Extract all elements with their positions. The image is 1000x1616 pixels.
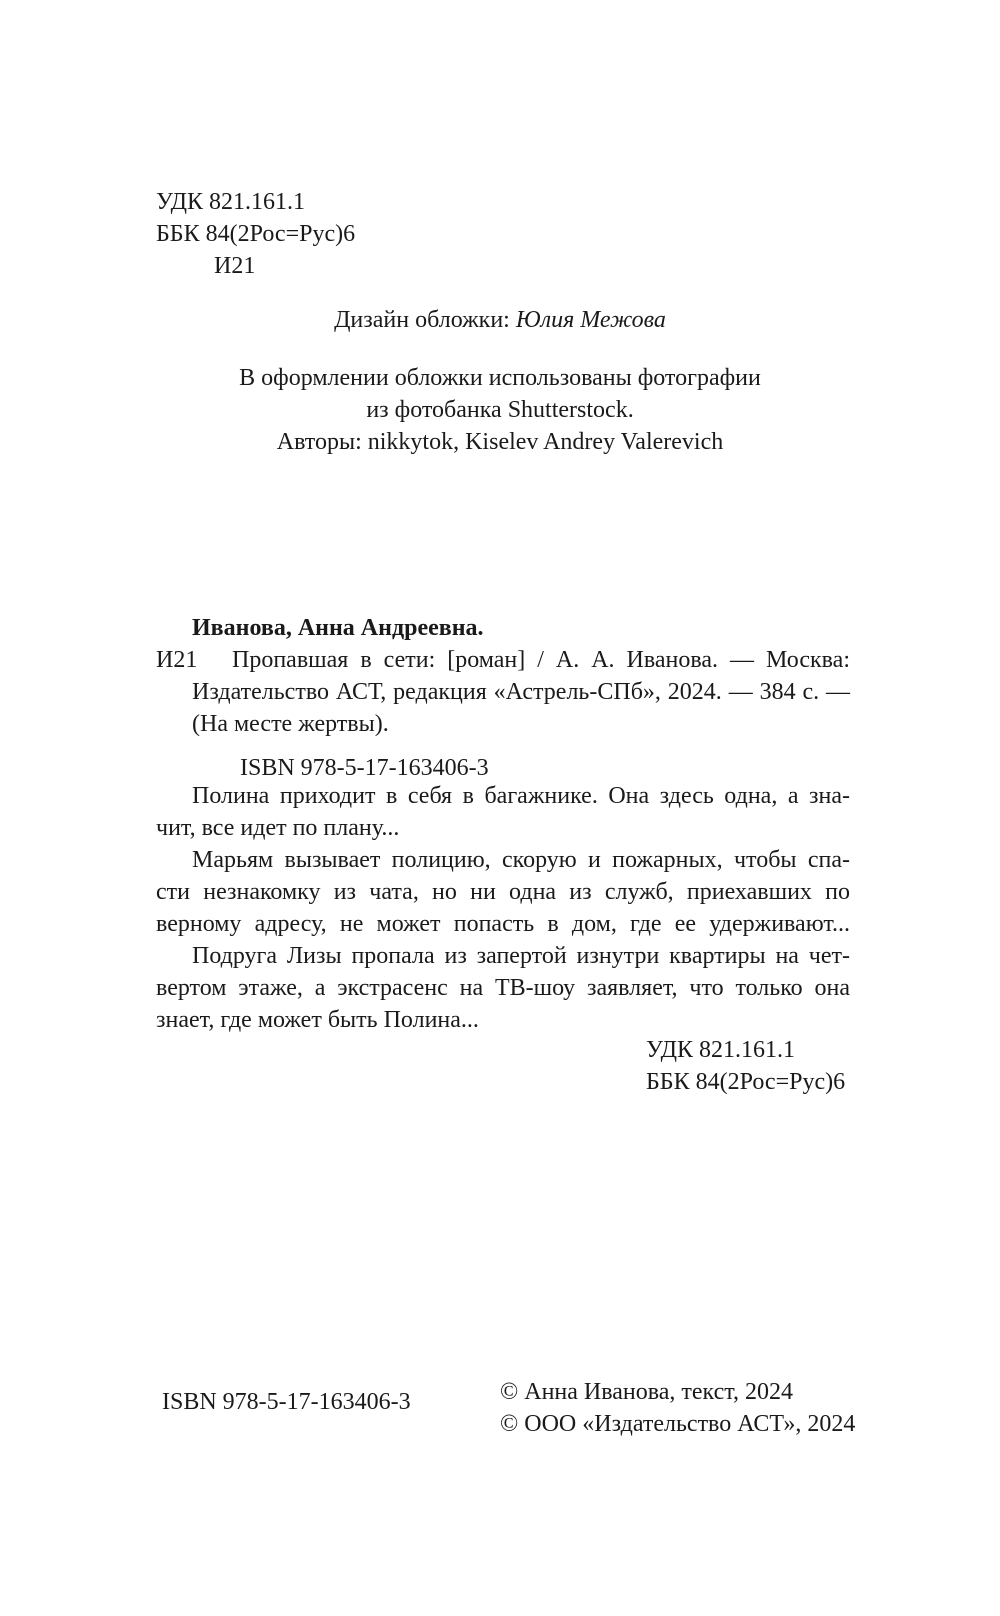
annotation-p3-line-2: вертом этаже, а экстрасенс на ТВ-шоу заявляет, что только она <box>156 975 850 1001</box>
bibliographic-record <box>156 612 850 784</box>
biblio-author: Иванова, Анна Андреевна. <box>192 615 484 641</box>
cover-design-label: Дизайн обложки: <box>334 307 516 333</box>
annotation-p1-line-1: Полина приходит в себя в багажнике. Она здесь одна, а зна- <box>192 783 850 809</box>
copyright-publisher: © ООО «Издательство АСТ», 2024 <box>500 1411 856 1437</box>
biblio-isbn: ISBN 978-5-17-163406-3 <box>240 755 489 781</box>
annotation-p2-line-2: сти незнакомку из чата, но ни одна из служб, приехавших по <box>156 879 850 905</box>
cover-design-credit <box>0 304 1000 336</box>
cover-photo-line-3: Авторы: nikkytok, Kiselev Andrey Valerevich <box>276 429 724 455</box>
cover-designer-name: Юлия Межова <box>515 307 666 333</box>
biblio-line-3: (На месте жертвы). <box>192 711 389 737</box>
cover-photo-line-1: В оформлении обложки использованы фотографии <box>239 365 761 391</box>
annotation-p2-line-3: верному адресу, не может попасть в дом, где ее удерживают... <box>156 911 850 937</box>
copyright-text: © Анна Иванова, текст, 2024 <box>500 1379 793 1405</box>
biblio-line-2: Издательство АСТ, редакция «Астрель-СПб», 2024. — 384 с. — <box>192 679 850 705</box>
biblio-line-1: Пропавшая в сети: [роман] / А. А. Иванова. — Москва: <box>232 647 850 673</box>
bbk-code-bottom: ББК 84(2Рос=Рус)6 <box>646 1069 846 1095</box>
udk-code-bottom: УДК 821.161.1 <box>646 1037 795 1063</box>
biblio-entry <box>156 644 850 740</box>
annotation-p3-line-3: знает, где может быть Полина... <box>156 1007 479 1033</box>
footer-isbn: ISBN 978-5-17-163406-3 <box>162 1389 411 1415</box>
udk-code-top: УДК 821.161.1 <box>156 189 305 215</box>
annotation-p3-line-1: Подруга Лизы пропала из запертой изнутри квартиры на чет- <box>192 943 850 969</box>
annotation-p1-line-2: чит, все идет по плану... <box>156 815 400 841</box>
cover-photo-credits <box>0 362 1000 458</box>
bbk-code-top: ББК 84(2Рос=Рус)6 <box>156 221 356 247</box>
cover-photo-line-2: из фотобанка Shutterstock. <box>366 397 634 423</box>
annotation-p2-line-1: Марьям вызывает полицию, скорую и пожарных, чтобы спа- <box>192 847 850 873</box>
annotation <box>156 780 850 1036</box>
author-mark-top: И21 <box>214 253 256 279</box>
biblio-author-mark: И21 <box>156 647 198 673</box>
